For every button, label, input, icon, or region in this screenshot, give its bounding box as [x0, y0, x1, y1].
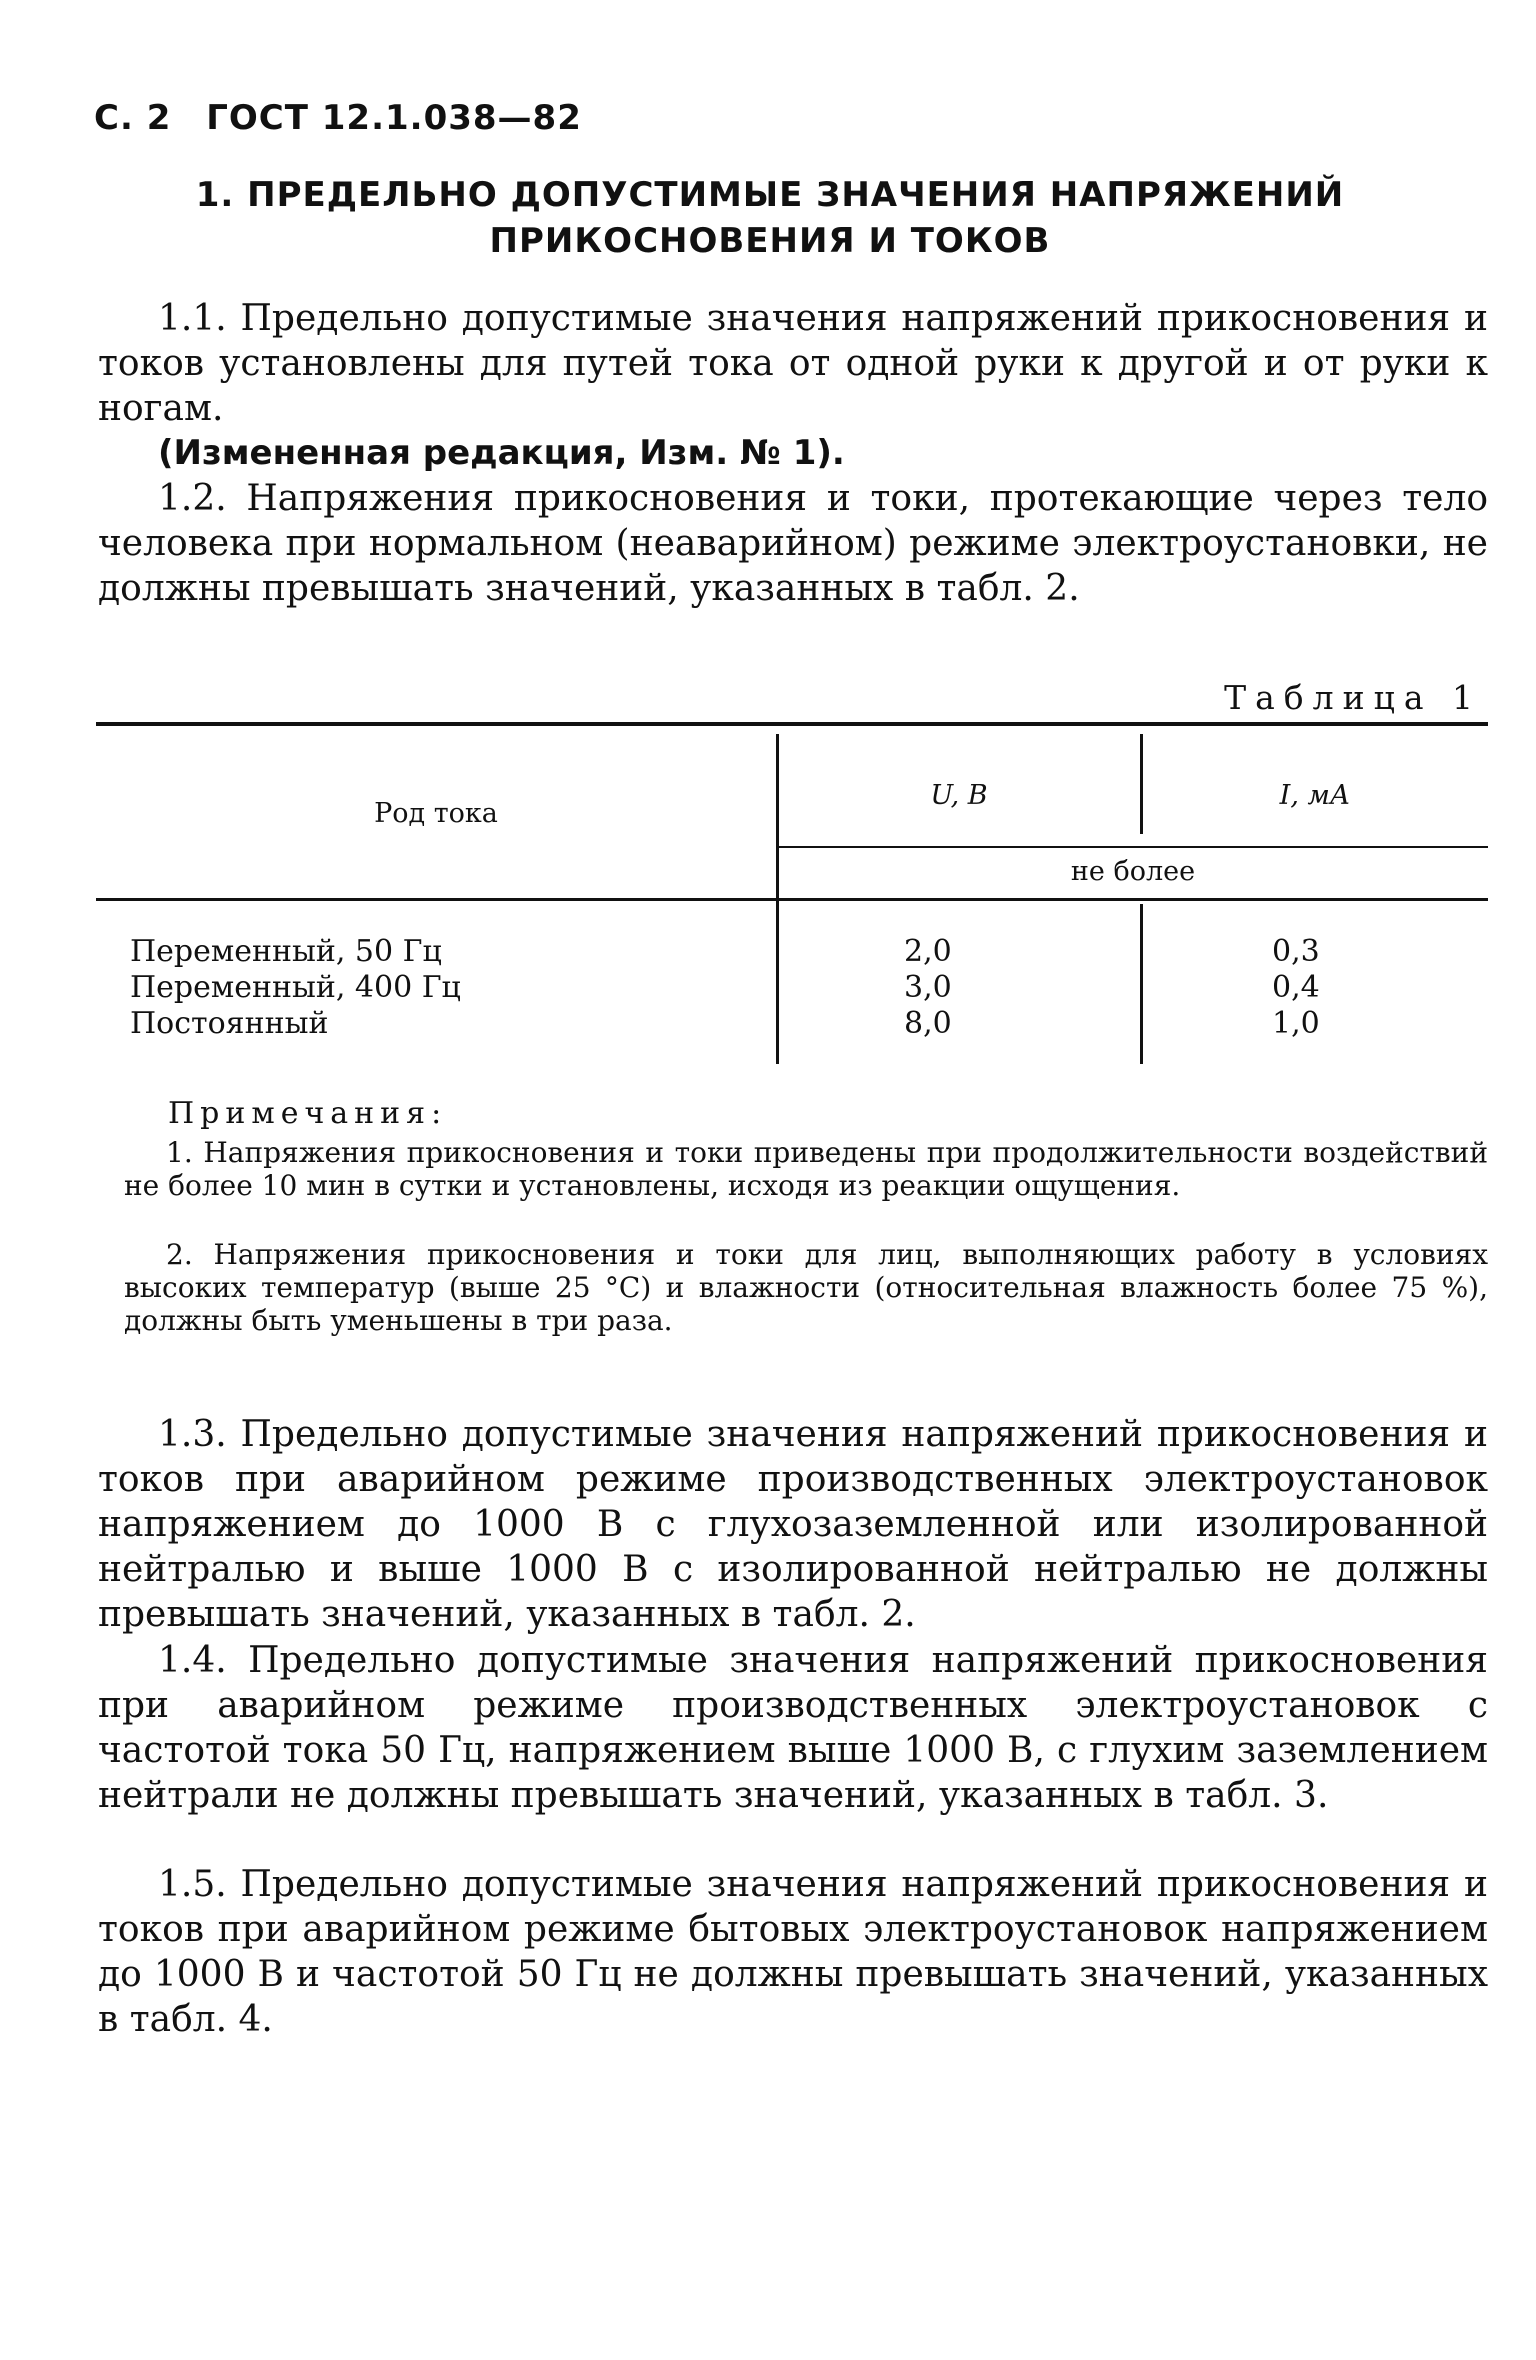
paragraph-1-5: 1.5. Предельно допустимые значения напряжений прикосновения и токов при аварийном режиме бытовых электроустановок напряжением до 1000 В и частотой 50 Гц не должны превышать значений, указанных в табл. 4. [98, 1864, 1488, 2040]
table-divider-2-body [1140, 904, 1143, 1064]
row-current: 1,0 [1272, 1006, 1320, 1041]
paragraph-1-3: 1.3. Предельно допустимые значения напряжений прикосновения и токов при аварийном режиме производственных электроустановок напряжением до 1000 В с глухозаземленной или изолированной нейтралью и выше 1000 В с изолированной нейтралью не должны превышать значений, указанных в табл. 2. [98, 1414, 1488, 1635]
table-subheader-rule [778, 846, 1488, 848]
header-voltage: U, В [930, 780, 988, 811]
row-voltage: 2,0 [904, 934, 952, 969]
section-title-line1: 1. ПРЕДЕЛЬНО ДОПУСТИМЫЕ ЗНАЧЕНИЯ НАПРЯЖЕНИЙ [195, 175, 1345, 215]
notes-title: Примечания: [168, 1096, 448, 1131]
subheader-not-more: не более [1070, 856, 1196, 887]
row-voltage: 8,0 [904, 1006, 952, 1041]
row-type: Переменный, 400 Гц [130, 970, 461, 1005]
header-current-type: Род тока [374, 798, 498, 829]
row-current: 0,3 [1272, 934, 1320, 969]
note-1: 1. Напряжения прикосновения и токи приведены при продолжительности воздействий не более 10 мин в сутки и установлены, исходя из реакции ощущения. [124, 1136, 1488, 1202]
limits-table [96, 722, 1488, 1062]
row-type: Постоянный [130, 1006, 329, 1041]
paragraph-1-4: 1.4. Предельно допустимые значения напряжений прикосновения при аварийном режиме производственных электроустановок с частотой тока 50 Гц, напряжением выше 1000 В, с глухим заземлением нейтрали не должны превышать значений, указанных в табл. 3. [98, 1640, 1488, 1816]
table-top-rule [96, 722, 1488, 726]
paragraph-1-1-edit-note: (Измененная редакция, Изм. № 1). [158, 433, 845, 473]
row-type: Переменный, 50 Гц [130, 934, 442, 969]
paragraph-1-1: 1.1. Предельно допустимые значения напряжений прикосновения и токов установлены для путей тока от одной руки к другой и от руки к ногам. [98, 298, 1488, 429]
row-voltage: 3,0 [904, 970, 952, 1005]
table-caption: Таблица 1 [1224, 678, 1482, 717]
page-header [94, 98, 604, 138]
row-current: 0,4 [1272, 970, 1320, 1005]
header-current: I, мА [1279, 780, 1351, 811]
section-title-line2: ПРИКОСНОВЕНИЯ И ТОКОВ [489, 221, 1051, 261]
table-header-rule [96, 898, 1488, 901]
section-title [150, 172, 1390, 264]
paragraph-1-2: 1.2. Напряжения прикосновения и токи, протекающие через тело человека при нормальном (неаварийном) режиме электроустановки, не должны превышать значений, указанных в табл. 2. [98, 478, 1488, 609]
table-divider-1-body [776, 904, 779, 1064]
page-number: С. 2 [94, 98, 172, 138]
standard-code: ГОСТ 12.1.038—82 [206, 98, 582, 138]
note-2: 2. Напряжения прикосновения и токи для лиц, выполняющих работу в условиях высоких температур (выше 25 °С) и влажности (относительная влажность более 75 %), должны быть уменьшены в три раза. [124, 1238, 1488, 1337]
